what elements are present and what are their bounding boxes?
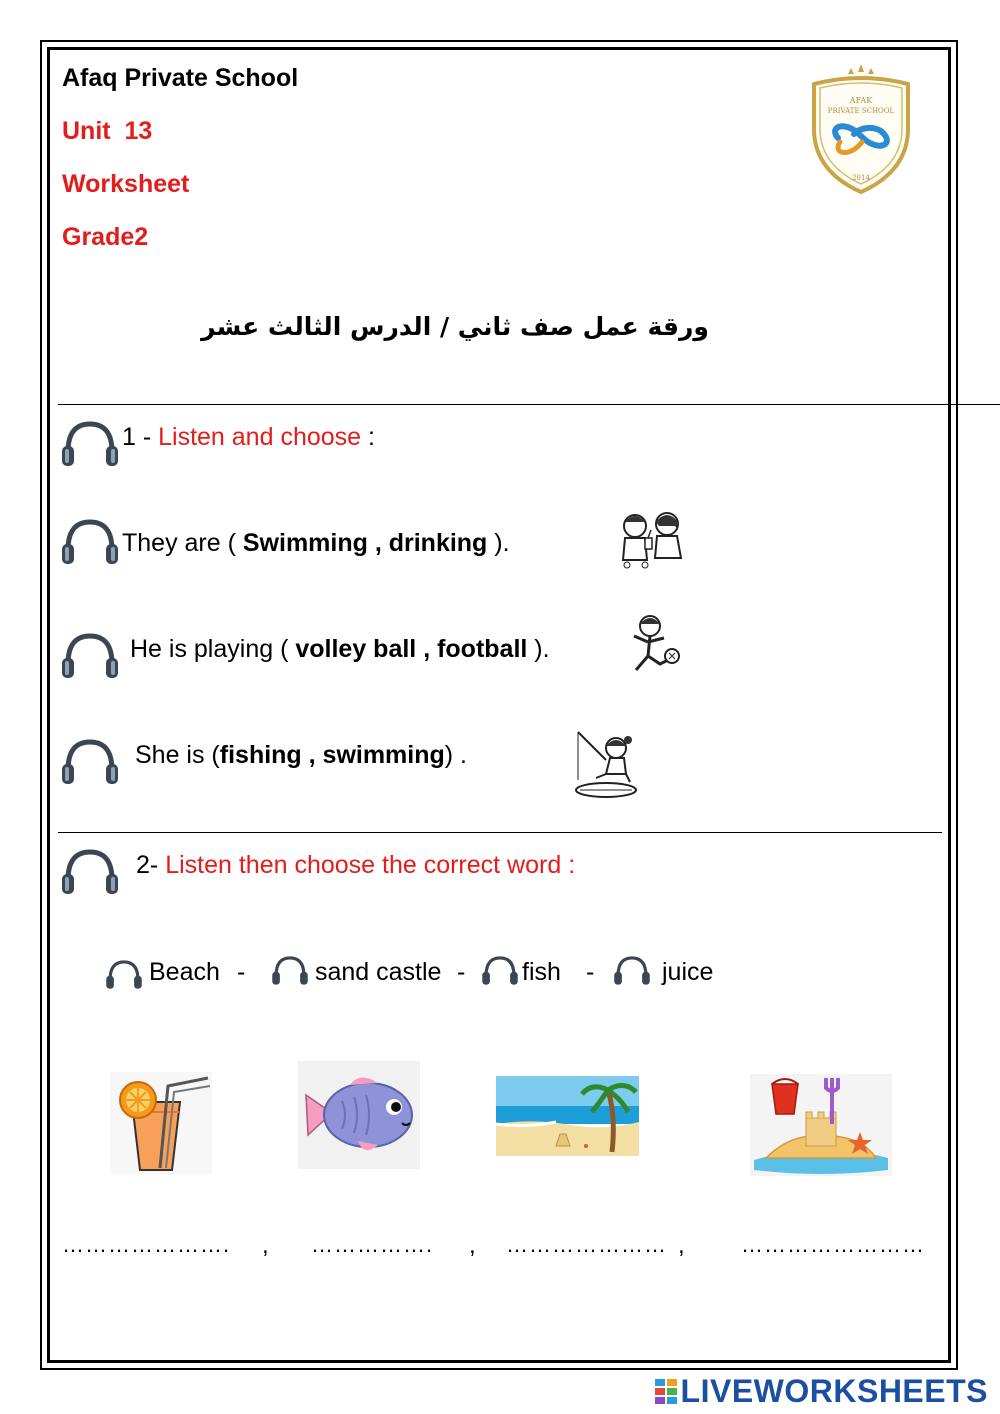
question-1-options[interactable]: Swimming , drinking [242, 529, 488, 557]
headphones-icon[interactable] [271, 954, 309, 986]
question-3-suffix: ) . [444, 741, 467, 769]
word-separator: - [237, 958, 246, 986]
question-3-options[interactable]: fishing , swimming [219, 741, 445, 769]
question-2-prefix: He is playing ( [130, 635, 296, 663]
answer-blank-1[interactable]: …………………. [62, 1232, 231, 1257]
question-2-suffix: ). [527, 635, 550, 663]
section2-heading [136, 851, 575, 880]
boy-football-image [624, 612, 684, 682]
grade-label: Grade2 [62, 223, 149, 251]
liveworksheets-mark-icon [655, 1379, 679, 1405]
kids-drinking-image [615, 508, 690, 570]
answer-separator: , [262, 1232, 269, 1259]
svg-text:PRIVATE SCHOOL: PRIVATE SCHOOL [827, 107, 895, 115]
question-2 [130, 635, 550, 664]
word-beach: Beach [149, 958, 220, 986]
headphones-icon[interactable] [613, 954, 651, 986]
section2-title: Listen then choose the correct word : [165, 851, 576, 879]
question-1-suffix: ). [487, 529, 510, 557]
section1-number: 1 - [122, 423, 159, 451]
answer-blank-2[interactable]: ……………. [311, 1232, 434, 1257]
beach-image [496, 1076, 639, 1156]
headphones-icon[interactable] [60, 516, 120, 566]
answer-separator: , [678, 1232, 685, 1259]
sand-castle-image [750, 1074, 892, 1176]
liveworksheets-logo[interactable] [655, 1373, 988, 1410]
question-2-options[interactable]: volley ball , football [295, 635, 528, 663]
section1-colon: : [361, 423, 375, 451]
question-3-prefix: She is ( [135, 741, 220, 769]
section1-title: Listen and choose [158, 423, 362, 451]
headphones-icon[interactable] [60, 418, 120, 468]
headphones-icon[interactable] [60, 736, 120, 786]
word-separator: - [586, 958, 595, 986]
section2-number: 2- [136, 851, 166, 879]
headphones-icon[interactable] [60, 630, 120, 680]
juice-image [110, 1072, 212, 1174]
liveworksheets-text: LIVEWORKSHEETS [680, 1373, 988, 1409]
girl-fishing-image [570, 728, 640, 800]
answer-blank-3[interactable]: ………………… [506, 1232, 667, 1257]
divider-top [58, 404, 1000, 405]
svg-text:AFAK: AFAK [849, 96, 873, 105]
question-1 [122, 529, 510, 558]
school-logo [806, 62, 916, 197]
headphones-icon[interactable] [105, 958, 143, 990]
question-1-prefix: They are ( [122, 529, 243, 557]
svg-text:2014: 2014 [852, 174, 870, 182]
answer-blank-4[interactable]: …………………… [741, 1232, 925, 1257]
headphones-icon[interactable] [481, 954, 519, 986]
question-3 [135, 741, 467, 770]
word-juice: juice [662, 958, 714, 986]
fish-image [298, 1061, 420, 1169]
answer-separator: , [469, 1232, 476, 1259]
headphones-icon[interactable] [60, 846, 120, 896]
unit-label: Unit 13 [62, 117, 153, 145]
worksheet-label: Worksheet [62, 170, 190, 198]
word-fish: fish [522, 958, 561, 986]
section1-heading [122, 423, 375, 452]
school-name: Afaq Private School [62, 64, 299, 92]
arabic-title: ورقة عمل صف ثاني / الدرس الثالث عشر [201, 312, 709, 341]
divider-middle [58, 832, 942, 833]
word-separator: - [457, 958, 466, 986]
word-sand-castle: sand castle [315, 958, 442, 986]
